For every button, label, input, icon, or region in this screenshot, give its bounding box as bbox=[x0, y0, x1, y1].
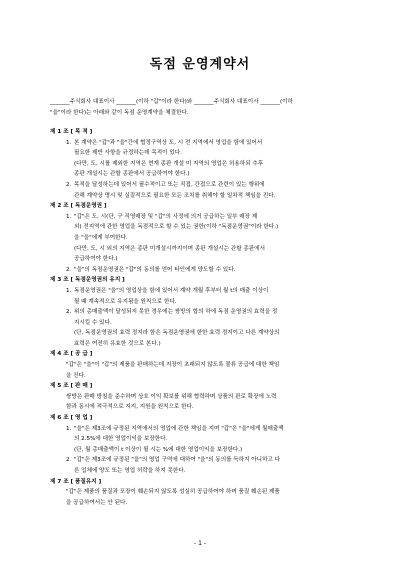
clause-line: (다만, 도, 시를 제외한 지역은 현재 종판 개설 미 지역의 영업은 허용하되 추후 bbox=[74, 160, 264, 167]
clause-number: 1. bbox=[66, 287, 72, 294]
clause-item bbox=[50, 455, 368, 476]
clause-line: 효력은 여전히 유효한 것으로 본다.) bbox=[74, 340, 161, 347]
article-5 bbox=[50, 381, 368, 413]
clause-item bbox=[50, 180, 368, 201]
clause-item bbox=[50, 307, 368, 349]
article-paragraph bbox=[50, 487, 368, 508]
clause-item bbox=[50, 424, 368, 456]
clause-line: (다만, 도, 시 외의 지역은 종판 미개설시까지이며 종판 개설시는 관할 종판에서 bbox=[74, 245, 266, 252]
clause-line: 본 계약은 "갑"과 "을"간에 협정구역상 도, 시 전 지역에서 영업을 함에 있어서 bbox=[74, 139, 263, 146]
clause-item bbox=[50, 286, 368, 307]
article-1 bbox=[50, 127, 368, 201]
clause-number: 1. bbox=[66, 425, 72, 432]
clause-number: 2. bbox=[66, 309, 72, 316]
clause-line: 지시킬 수 있다. bbox=[74, 319, 112, 326]
paragraph-line: 함과 동시에 적극적으로 지지, 지원을 원칙으로 한다. bbox=[66, 404, 194, 411]
clause-line: 른 업체에 양도 또는 영업 허락을 하지 못한다. bbox=[74, 468, 186, 474]
clause-number: 2. bbox=[66, 457, 72, 464]
clause-line: 필요한 제반 사항을 규정하는데 목적이 있다. bbox=[74, 150, 182, 157]
intro-paragraph bbox=[50, 97, 370, 119]
paragraph-line: 을 공급하여서는 안 된다. bbox=[66, 499, 128, 506]
article-heading: 제 4 조 [ 공 급 ] bbox=[50, 351, 93, 358]
article-2 bbox=[50, 201, 368, 275]
clause-item bbox=[50, 265, 368, 276]
page-number: - 1 - bbox=[194, 540, 206, 547]
article-heading: 제 7 조 [ 품질유지 ] bbox=[50, 478, 102, 485]
clause-number: 2. bbox=[66, 266, 72, 273]
clause-line: 공급하여야 한다.) bbox=[74, 256, 118, 263]
clause-line: 독점운영권은 "을"의 영업상을 함에 있어서 계약 개월 후부터 월 t의 매출 이상이 bbox=[74, 287, 269, 294]
intro-line: "을"이라 한다)는 아래와 같이 독점 운영계약을 체결한다. bbox=[50, 110, 189, 116]
paragraph-line: 쌍방은 판매 방침을 준수하며 상호 이익 확보를 위해 협력하며 상품의 판로 확장에 노력 bbox=[66, 393, 277, 400]
clause-line: 목적을 달성하는데 있어서 필수적이고 또는 직접, 간접으로 관련이 있는 행위에 bbox=[74, 181, 265, 188]
clause-item bbox=[50, 212, 368, 265]
clause-line: "을"의 독점운영권은 "갑"의 동의를 얻어 타인에게 양도할 수 있다. bbox=[74, 266, 236, 273]
document-title: 독점 운영계약서 bbox=[149, 57, 251, 72]
paragraph-line: 을 진다. bbox=[66, 372, 86, 379]
article-paragraph bbox=[50, 392, 368, 413]
clause-line: 될 때 계속적으로 유지됨을 원칙으로 한다. bbox=[74, 298, 177, 305]
article-heading: 제 5 조 [ 판 매 ] bbox=[50, 383, 93, 390]
clause-number: 1. bbox=[66, 213, 72, 220]
article-3 bbox=[50, 275, 368, 349]
clause-line: (단, 월 총매출액이 t 이상이 될 시는 %에 대한 영업이익을 보장한다.) bbox=[74, 446, 243, 453]
clause-line: "을"은 제3조에 규정된 지역에서의 영업에 관한 책임을 지며 "갑"은 "을"에게 월매출액 bbox=[74, 425, 284, 432]
clause-line: 외) 전지역에 관한 영업을 독점적으로 할 수 있는 권한(이하 "독점운영권"이라 한다.) bbox=[74, 224, 279, 231]
clause-line: 의 2.5%에 대한 영업이익을 보장한다. bbox=[74, 436, 168, 443]
article-heading: 제 2 조 [ 독점운영권 ] bbox=[50, 203, 107, 210]
clause-item bbox=[50, 138, 368, 180]
article-4 bbox=[50, 349, 368, 381]
paragraph-line: "갑"은 "을"이 "갑"의 제품을 판매하는데 지장이 초래되지 않도록 물류 공급에 대한 책임 bbox=[66, 362, 280, 369]
article-heading: 제 6 조 [ 영 업 ] bbox=[50, 415, 93, 422]
article-paragraph bbox=[50, 360, 368, 381]
article-heading: 제 1 조 [ 목 적 ] bbox=[50, 129, 93, 135]
clause-line: 관해 계약상 명시 및 실질적으로 필요한 모든 조치를 취해야 할 일차적 책임을 진다. bbox=[74, 192, 276, 199]
paragraph-line: "갑"은 제품의 품질과 포장이 훼손되지 않도록 성실히 공급하여야 하며 품질 훼손된 제품 bbox=[66, 489, 280, 496]
clause-line: "갑"은 제3조에 규정된 "을"의 영업 구역에 대하여 "을"의 동의를 득하지 아니하고 다 bbox=[74, 457, 281, 464]
clause-number: 1. bbox=[66, 139, 72, 146]
clause-number: 2. bbox=[66, 181, 72, 188]
article-heading: 제 3 조 [ 독점운영권의 유지 ] bbox=[50, 277, 125, 284]
clause-line: 을 "을"에게 부여한다. bbox=[74, 234, 128, 241]
clause-line: 위의 총매출액이 달성되지 못한 경우에는 쌍방의 합의 하에 독점 운영권의 효력을 정 bbox=[74, 309, 278, 316]
article-7 bbox=[50, 477, 368, 509]
article-6 bbox=[50, 413, 368, 477]
clause-line: 종판 개설시는 관할 종판에서 공급하여야 한다.) bbox=[74, 171, 190, 178]
contract-body bbox=[50, 127, 368, 508]
clause-line: (단, 독점운영권의 효력 정지라 함은 독점운영권에 한한 효력 정지이고 다른 계약상의 bbox=[74, 330, 280, 337]
intro-line: _______주식회사 대표이사 _______(이하 "갑"이라 한다)와 _______주식회사 대표이사 _______(이하 bbox=[50, 99, 293, 105]
clause-line: "갑"은 도, 시(단, 구 직영매장 및 "갑"의 사정에 의거 공급하는 일부 매장 제 bbox=[74, 213, 258, 220]
